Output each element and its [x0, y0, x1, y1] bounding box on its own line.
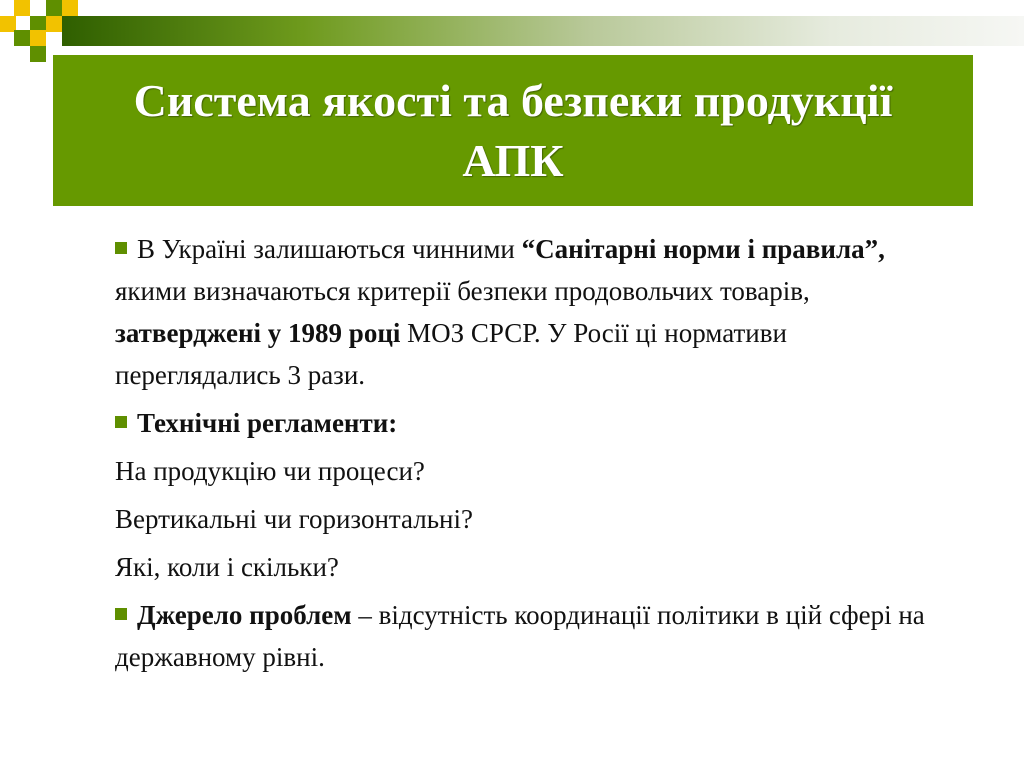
- text: – відсутність координації політики в цій сфері на державному рівні.: [115, 600, 925, 672]
- deco-square: [14, 0, 30, 16]
- deco-square: [30, 30, 46, 46]
- text: Які, коли і скільки?: [115, 552, 339, 582]
- text: якими визначаються критерії безпеки продовольчих товарів,: [115, 276, 810, 306]
- sub-paragraph: [115, 546, 945, 588]
- bold-text: затверджені у 1989 році: [115, 318, 401, 348]
- deco-square: [14, 30, 30, 46]
- square-bullet-icon: [115, 416, 127, 428]
- deco-square: [30, 46, 46, 62]
- bullet-paragraph: [115, 402, 945, 444]
- text: На продукцію чи процеси?: [115, 456, 425, 486]
- square-bullet-icon: [115, 608, 127, 620]
- bold-text: Технічні регламенти:: [137, 408, 398, 438]
- bullet-paragraph: [115, 594, 945, 678]
- bullet-paragraph: [115, 228, 945, 396]
- sub-paragraph: [115, 450, 945, 492]
- top-gradient-bar: [62, 16, 1024, 46]
- deco-square: [62, 0, 78, 16]
- sub-paragraph: [115, 498, 945, 540]
- title-banner: [53, 55, 973, 206]
- square-bullet-icon: [115, 242, 127, 254]
- text: В Україні залишаються чинними: [137, 234, 522, 264]
- slide-title: Система якості та безпеки продукції АПК: [133, 74, 893, 186]
- deco-square: [46, 0, 62, 16]
- slide-body: [115, 228, 945, 684]
- bold-text: “Санітарні норми і правила”,: [521, 234, 885, 264]
- text: Вертикальні чи горизонтальні?: [115, 504, 473, 534]
- bold-text: Джерело проблем: [137, 600, 352, 630]
- text: МОЗ СРСР. У Росії ці нормативи переглядались 3 рази.: [115, 318, 787, 390]
- deco-square: [46, 16, 62, 32]
